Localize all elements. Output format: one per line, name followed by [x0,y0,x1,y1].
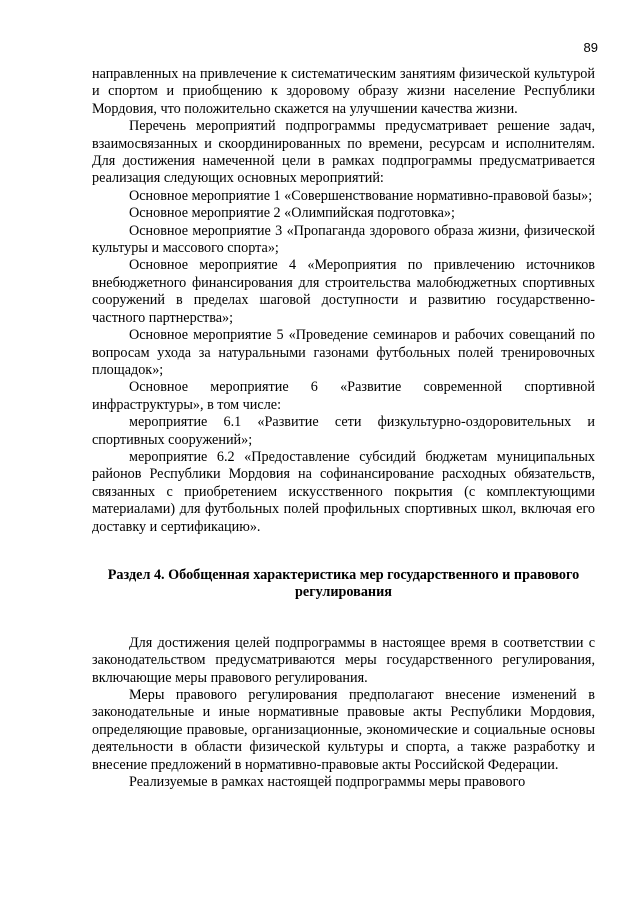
list-item: Основное мероприятие 1 «Совершенствование нормативно-правовой базы»; [129,187,593,204]
paragraph: Меры правового регулирования предполагают внесение изменений в законодательные и иные нормативные правовые акты Республики Мордовия, определяющие правовые, организационные, экономические и социальные основы деятельности в области физической культуры и спорта, а также разработку и внесение предложений в нормативно-правовые акты Российской Федерации. [92,687,595,773]
list-item: Основное мероприятие 6 «Развитие современной спортивной инфраструктуры», в том числе: [92,379,595,413]
list-item: Основное мероприятие 5 «Проведение семинаров и рабочих совещаний по вопросам ухода за натуральными газонами футбольных полей тренировочных площадок»; [92,327,595,378]
section-heading: Раздел 4. Обобщенная характеристика мер государственного и правового регулирования [107,566,580,601]
list-item: мероприятие 6.1 «Развитие сети физкультурно-оздоровительных и спортивных сооружений»; [92,414,595,448]
paragraph: направленных на привлечение к систематическим занятиям физической культурой и спортом и приобщению к здоровому образу жизни население Республики Мордовия, что положительно скажется на улучшении качества жизни. [92,66,595,117]
paragraph: Перечень мероприятий подпрограммы предусматривает решение задач, взаимосвязанных и скоординированных по времени, ресурсам и исполнителям. Для достижения намеченной цели в рамках подпрограммы предусматривается реализация следующих основных мероприятий: [92,118,595,187]
list-item: Основное мероприятие 3 «Пропаганда здорового образа жизни, физической культуры и массового спорта»; [92,222,595,257]
list-item: Основное мероприятие 2 «Олимпийская подготовка»; [129,205,455,222]
paragraph: Реализуемые в рамках настоящей подпрограммы меры правового [129,774,526,791]
list-item: Основное мероприятие 4 «Мероприятия по привлечению источников внебюджетного финансирования для строительства малобюджетных спортивных сооружений в пределах шаговой доступности и развитию государственно-частного партнерства»; [92,257,595,326]
list-item: мероприятие 6.2 «Предоставление субсидий бюджетам муниципальных районов Республики Мордовия на софинансирование расходных обязательств, связанных с приобретением искусственного покрытия (с комплектующими материалами) для футбольных полей профильных спортивных школ, включая его доставку и сертификацию». [92,448,595,535]
document-body [92,66,595,791]
paragraph: Для достижения целей подпрограммы в настоящее время в соответствии с законодательством предусматриваются меры государственного регулирования, включающие меры правового регулирования. [92,634,595,686]
page-number: 89 [583,40,598,55]
